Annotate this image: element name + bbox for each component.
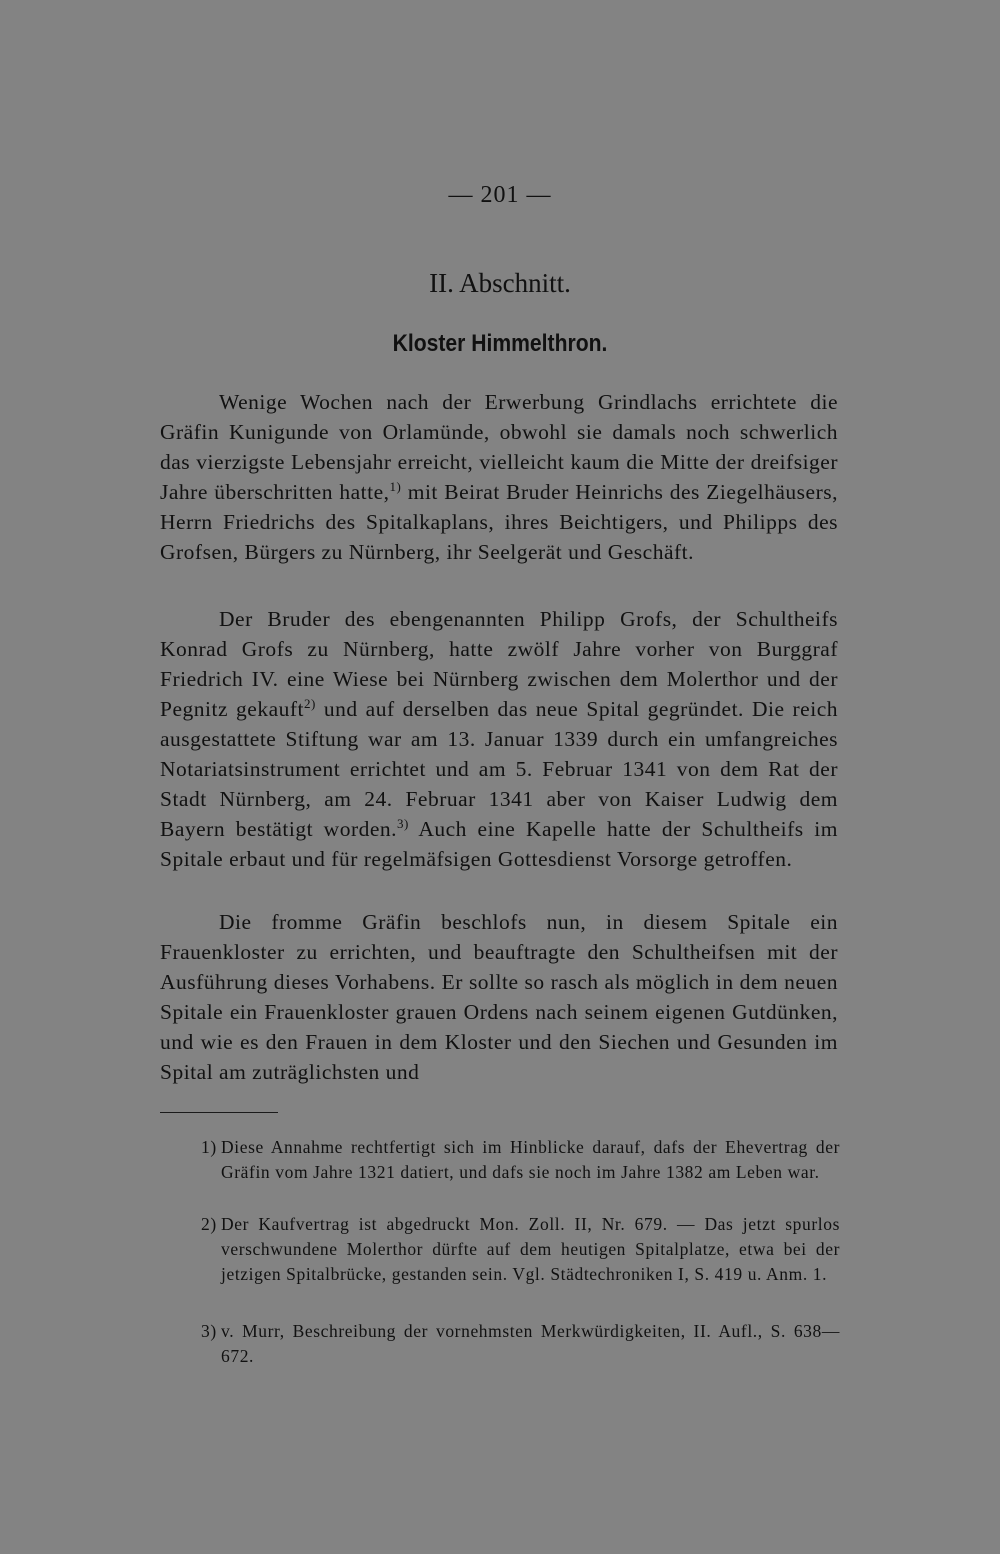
footnote-2-text: Der Kaufvertrag ist abgedruckt Mon. Zoll. II, Nr. 679. — Das jetzt spurlos verschwundene Molerthor dürfte auf dem heutigen Spitalplatze, etwa bei der jetzigen Spitalbrücke, gestanden sein. Vgl. Städtechroniken I, S. 419 u. Anm. 1. [221, 1214, 840, 1284]
footnote-divider [160, 1112, 278, 1113]
footnote-1-text: Diese Annahme rechtfertigt sich im Hinblicke darauf, dafs der Ehevertrag der Gräfin vom Jahre 1321 datiert, und dafs sie noch im Jahre 1382 am Leben war. [221, 1137, 840, 1182]
footnote-3-mark: 3) [201, 1321, 217, 1341]
paragraph-2-text-b: und auf derselben das neue Spital gegründet. Die reich ausgestattete Stiftung war am 13. Januar 1339 durch ein umfangreiches Notariatsinstrument errichtet und am 5. Februar 1341 von dem Rat der Stadt Nürnberg, am 24. Februar 1341 aber von Kaiser Ludwig dem Bayern bestätigt worden. [160, 697, 838, 841]
footnote-3 [160, 1319, 840, 1369]
paragraph-1-text-a: Wenige Wochen nach der Erwerbung Grindlachs errichtete die Gräfin Kunigunde von Orlamünde, obwohl sie damals noch schwerlich das vierzigste Lebensjahr erreicht, vielleicht kaum die Mitte der dreifsiger Jahre überschritten hatte, [160, 390, 838, 504]
paragraph-1-text-b: mit Beirat Bruder Heinrichs des Ziegelhäusers, Herrn Friedrichs des Spitalkaplans, ihres Beichtigers, und Philipps des Grofsen, Bürgers zu Nürnberg, ihr Seelgerät und Geschäft. [160, 480, 838, 564]
paragraph-3-text: Die fromme Gräfin beschlofs nun, in diesem Spitale ein Frauenkloster zu errichten, und beauftragte den Schultheifsen mit der Ausführung dieses Vorhabens. Er sollte so rasch als möglich in dem neuen Spitale ein Frauenkloster grauen Ordens nach seinem eigenen Gutdünken, und wie es den Frauen in dem Kloster und den Siechen und Gesunden im Spital am zuträglichsten und [160, 910, 838, 1084]
paragraph-2 [160, 604, 838, 874]
footnote-ref-3[interactable]: 3) [397, 815, 409, 831]
footnote-ref-2[interactable]: 2) [304, 695, 316, 711]
footnote-1-mark: 1) [201, 1137, 217, 1157]
paragraph-2-text-c: Auch eine Kapelle hatte der Schultheifs im Spitale erbaut und für regelmäfsigen Gottesdienst Vorsorge getroffen. [160, 817, 838, 871]
footnote-2 [160, 1212, 840, 1287]
paragraph-2-text-a: Der Bruder des ebengenannten Philipp Grofs, der Schultheifs Konrad Grofs zu Nürnberg, hatte zwölf Jahre vorher von Burggraf Friedrich IV. eine Wiese bei Nürnberg zwischen dem Molerthor und der Pegnitz gekauft [160, 607, 838, 721]
section-heading: II. Abschnitt. [429, 268, 571, 298]
footnote-2-mark: 2) [201, 1214, 217, 1234]
page-number: — 201 — [448, 182, 552, 208]
footnote-ref-1[interactable]: 1) [389, 478, 402, 494]
footnote-3-text: v. Murr, Beschreibung der vornehmsten Merkwürdigkeiten, II. Aufl., S. 638—672. [221, 1321, 840, 1366]
paragraph-1 [160, 387, 838, 567]
chapter-title: Kloster Himmelthron. [392, 330, 608, 357]
paragraph-3 [160, 907, 838, 1087]
footnote-1 [160, 1135, 840, 1185]
